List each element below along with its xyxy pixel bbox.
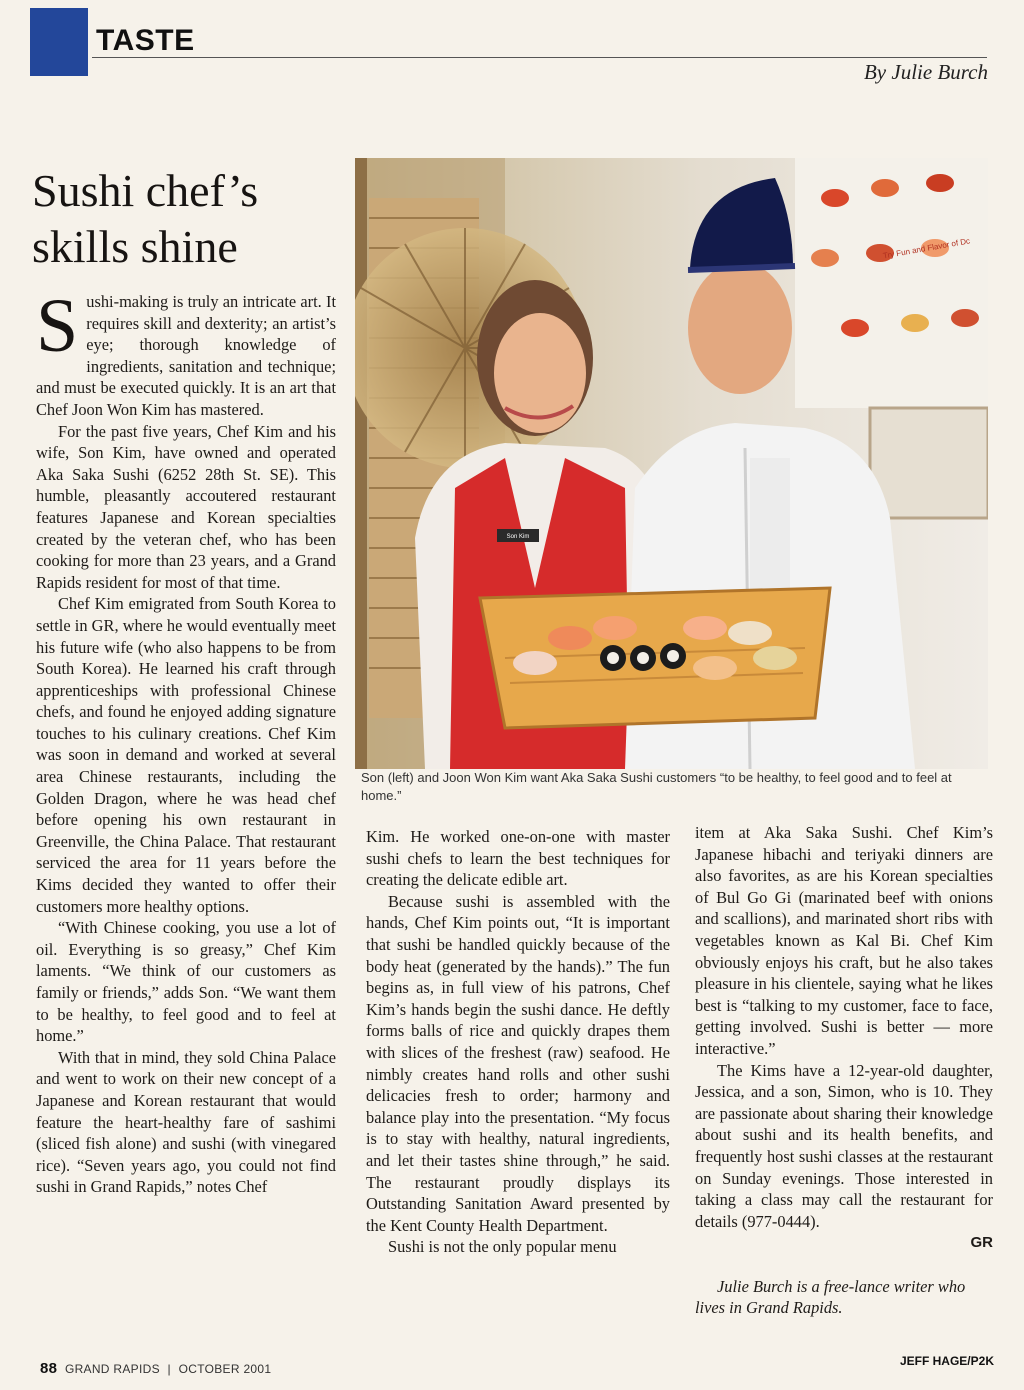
sushi-poster [795,158,988,408]
paragraph: For the past five years, Chef Kim and his wife, Son Kim, have owned and operated Aka Saka Sushi (6252 28th St. SE). This humble, pleasantly accoutered restaurant features Japanese and Korean specialties created by the veteran chef, who has been cooking for more than 23 years, and a Grand Rapids resident for most of that time. [36,421,336,592]
article-column-1 [36,291,336,1353]
photo-credit: JEFF HAGE/P2K [899,1354,994,1368]
paragraph: Sushi is not the only popular menu [388,1237,617,1257]
article-end [695,1232,993,1254]
page-number: 88 [40,1360,58,1377]
sushi-platter [480,588,830,728]
paragraph: Because sushi is assembled with the hands, Chef Kim points out, “It is important that sushi be handled quickly because of the body heat (generated by the hands).” The fun begins as, in full view of his patrons, Chef Kim’s hands begin the sushi dance. He deftly forms balls of rice and quickly drapes them with slices of the freshest (raw) seafood. He nimbly creates hand rolls and other sushi delicacies fresh to order; harmony and balance play into the presentation. “My focus is to stay with healthy, natural ingredients, and let their tastes shine through,” he said. The restaurant proudly displays its Outstanding Sanitation Award presented by the Kent County Health Department. [366,891,670,1235]
name-tag-text: Son Kim [506,534,530,540]
publication-name: GRAND RAPIDS [64,1362,160,1376]
paragraph: Chef Kim emigrated from South Korea to settle in GR, where he would eventually meet his future wife (who also happens to be from South Korea). He learned his craft through apprenticeships with professional Chinese chefs, and found he enjoyed adding signature touches to his culinary creations. Chef Kim was soon in demand and worked at several area Chinese restaurants, including the Golden Dragon, where he was head chef before opening his own restaurant in Greenville, the China Palace. That restaurant serviced the area for 11 years before the Kims decided they wanted to offer their customers more healthy options. [36,594,336,916]
award-frame [870,408,988,518]
author-bio: Julie Burch is a free-lance writer who lives in Grand Rapids. [695,1276,966,1317]
folio-separator: | [167,1362,171,1376]
issue-date: OCTOBER 2001 [178,1362,272,1376]
article-column-2 [366,826,670,1350]
end-signoff: GR [970,1234,993,1252]
headline: Sushi chef’s skills shine [32,165,259,272]
paragraph: With that in mind, they sold China Palace and went to work on their new concept of a Japanese and Korean restaurant that would feature the heart-healthy fare of sashimi (sliced fish alone) and sushi (with vinegared rice). “Seven years ago, you could not find sushi in Grand Rapids,” notes Chef [36,1047,336,1197]
paragraph: Kim. He worked one-on-one with master sushi chefs to learn the best techniques for creating the delicate edible art. [366,827,670,890]
poster-text: Try Fun and Flavor of Dc [882,236,971,261]
chef-photo [355,158,988,769]
header-rule [92,57,987,58]
paragraph-text: ushi-making is truly an intricate art. It requires skill and dexterity; an artist’s eye; thorough knowledge of ingredients, sanitation and technique; and must be executed quickly. It is an art that Chef Joon Won Kim has mastered. [36,292,336,419]
byline: By Julie Burch [863,60,988,84]
paragraph: item at Aka Saka Sushi. Chef Kim’s Japanese hibachi and teriyaki dinners are also favorites, as are his Korean specialties of Bul Go Gi (marinated beef with onions and scallions), and marinated short ribs with vegetables known as Kal Bi. Chef Kim obviously enjoys his craft, but he also takes pleasure in his clientele, saying what he likes best is “talking to my customer, face to face, getting involved. Sushi is better — more interactive.” [695,823,993,1058]
paragraph: “With Chinese cooking, you use a lot of oil. Everything is so greasy,” Chef Kim laments. “We think of our customers as family or friends,” adds Son. “We want them to be healthy, to feel good and to feel at home.” [36,918,336,1046]
section-color-block [30,8,88,76]
paragraph [36,291,336,421]
photo-caption: Son (left) and Joon Won Kim want Aka Saka Sushi customers “to be healthy, to feel good and to feel at home.” [361,770,952,803]
drop-cap: S [36,291,79,368]
section-label: TASTE [96,24,195,57]
article-column-3 [695,822,993,1350]
footer-folio [40,1360,271,1377]
paragraph: The Kims have a 12-year-old daughter, Jessica, and a son, Simon, who is 10. They are passionate about sharing their knowledge about sushi and its health benefits, and frequently host sushi classes at the restaurant on Sunday evenings. Those interested in taking a class may call the restaurant for details (977-0444). [695,1060,993,1231]
